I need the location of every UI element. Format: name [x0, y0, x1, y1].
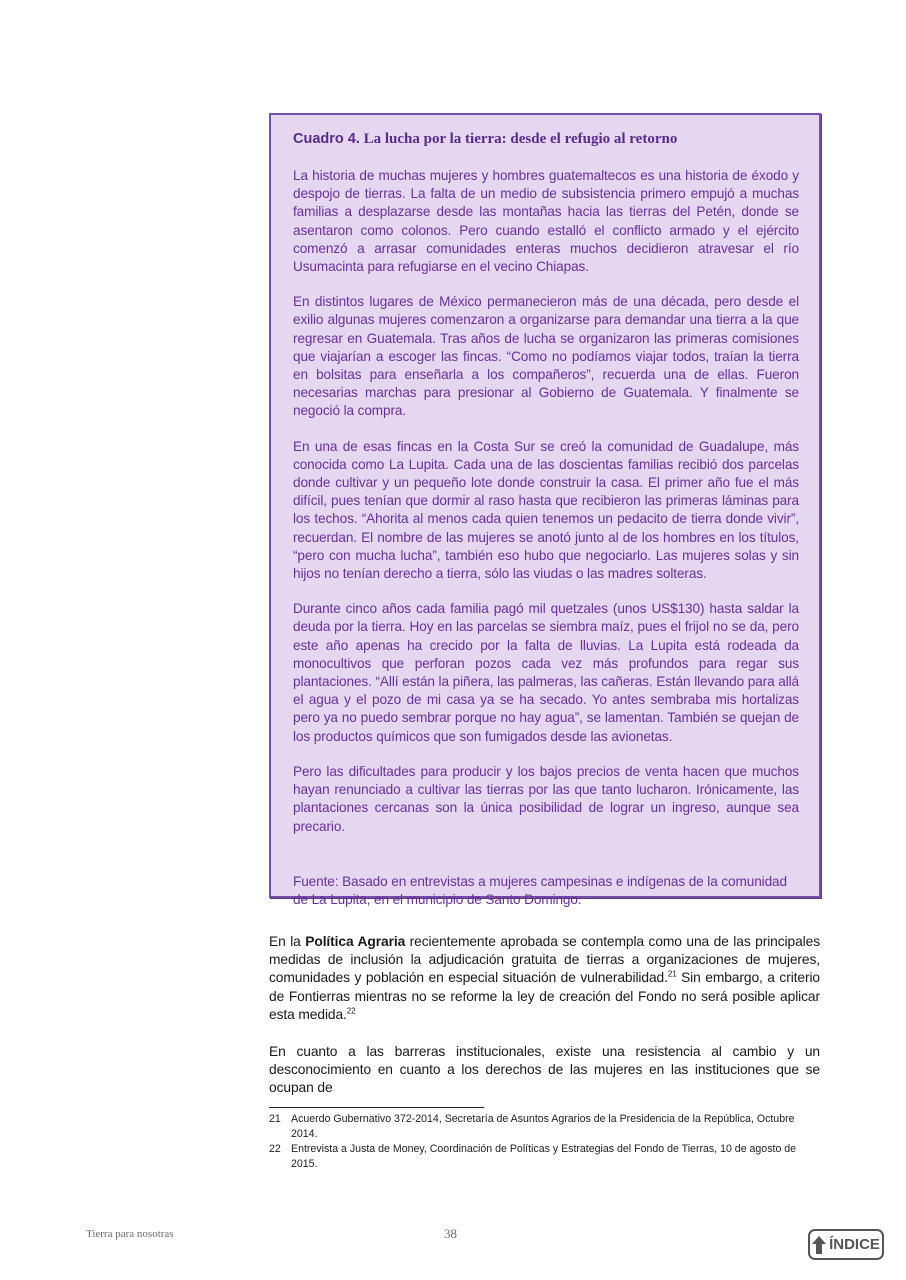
- footnote-ref-22[interactable]: 22: [346, 1006, 356, 1016]
- footnote-22: [269, 1142, 820, 1171]
- footer-publication-title: Tierra para nosotras: [86, 1228, 174, 1240]
- box-paragraph: La historia de muchas mujeres y hombres guatemaltecos es una historia de éxodo y despojo de tierras. La falta de un medio de subsistencia primero empujó a muchas familias a desplazarse desde las montañas hacia las tierras del Petén, donde se asentaron como colonos. Pero cuando estalló el conflicto armado y el ejército comenzó a arrasar comunidades enteras muchos decidieron atravesar el río Usumacinta para refugiarse en el vecino Chiapas.: [293, 168, 799, 275]
- box-paragraph: En una de esas fincas en la Costa Sur se creó la comunidad de Guadalupe, más conocida como La Lupita. Cada una de las doscientas familias recibió dos parcelas donde cultivar y un pequeño lote donde construir la casa. El primer año fue el más difícil, pues tenían que dormir al raso hasta que recibieron las primeras láminas para los techos. “Ahorita al menos cada quien tenemos un pedacito de tierra donde vivir”, recuerdan. El nombre de las mujeres se anotó junto al de los hombres en los títulos, “pero con mucha lucha”, también eso hubo que negociarlo. Las mujeres solas y sin hijos no tenían derecho a tierra, sólo las viudas o las madres solteras.: [293, 438, 799, 582]
- footnote-divider: [269, 1107, 484, 1108]
- footnotes: [269, 1112, 820, 1172]
- p1-bold-term: Política Agraria: [305, 934, 406, 949]
- footnote-number: 22: [269, 1143, 281, 1155]
- box-title-number: Cuadro 4.: [293, 131, 360, 147]
- box-paragraph: Pero las dificultades para producir y los bajos precios de venta hacen que muchos hayan renunciado a cultivar las tierras por las que tanto lucharon. Irónicamente, las plantaciones cercanas son la única posibilidad de lograr un ingreso, aunque sea precario.: [293, 763, 799, 834]
- body-paragraph-2: [269, 1043, 820, 1098]
- p1-text-start: En la: [269, 934, 306, 949]
- arrow-up-icon: [812, 1236, 826, 1254]
- footnote-text: Entrevista a Justa de Money, Coordinación de Políticas y Estrategias del Fondo de Tierras, 10 de agosto de 2015.: [291, 1143, 797, 1170]
- body-paragraph-1: [269, 933, 820, 1024]
- box-paragraph: Durante cinco años cada familia pagó mil quetzales (unos US$130) hasta saldar la deuda por la tierra. Hoy en las parcelas se siembra maíz, pues el frijol no se da, pero este año apenas ha crecido por la falta de lluvias. La Lupita está rodeada da monocultivos que perforan pozos cada vez más profundos para regar sus plantaciones. “Allí están la piñera, las palmeras, las cañeras. Están llevando para allá el agua y el pozo de mi casa ya se ha secado. Yo antes sembraba mis hortalizas pero ya no puedo sembrar porque no hay agua”, se lamentan. También se quejan de los productos químicos que son fumigados desde las avionetas.: [293, 601, 799, 744]
- footnote-21: [269, 1112, 820, 1141]
- box-paragraph: En distintos lugares de México permanecieron más de una década, pero desde el exilio algunas mujeres comenzaron a organizarse para demandar una tierra a la que regresar en Guatemala. Tras años de lucha se organizaron las primeras comisiones que viajarían a escoger las fincas. “Como no podíamos viajar todos, traían la tierra en bolsitas para enseñarla a los compañeros”, recuerda una de ellas. Fueron necesarias marchas para presionar al Gobierno de Guatemala. Y finalmente se negoció la compra.: [293, 294, 799, 419]
- footnote-number: 21: [269, 1113, 281, 1125]
- p1-text-middle: recientemente aprobada se contempla como una de las principales medidas de inclusión la adjudicación gratuita de tierras a organizaciones de mujeres, comunidades y población en especial situación de vulnerabilidad.: [269, 934, 820, 986]
- index-button-label: ÍNDICE: [829, 1236, 880, 1253]
- index-button[interactable]: [808, 1229, 884, 1260]
- box-title: [293, 129, 799, 149]
- footnote-text: Acuerdo Gubernativo 372-2014, Secretaría de Asuntos Agrarios de la Presidencia de la República, Octubre 2014.: [291, 1113, 795, 1140]
- footnote-ref-21[interactable]: 21: [667, 969, 677, 979]
- sidebar-box-cuadro-4: [269, 113, 821, 907]
- box-content: [293, 129, 799, 926]
- box-source: Fuente: Basado en entrevistas a mujeres campesinas e indígenas de la comunidad de La Lupita, en el municipio de Santo Domingo.: [293, 873, 787, 907]
- p2-text: En cuanto a las barreras institucionales, existe una resistencia al cambio y un desconocimiento en cuanto a los derechos de las mujeres en las instituciones que se ocupan de: [269, 1044, 820, 1096]
- p1-text-end: Sin embargo, a criterio de Fontierras mientras no se reforme la ley de creación del Fondo no será posible aplicar esta medida.: [269, 970, 820, 1022]
- page-number: 38: [444, 1226, 457, 1241]
- box-title-text: La lucha por la tierra: desde el refugio al retorno: [363, 131, 678, 147]
